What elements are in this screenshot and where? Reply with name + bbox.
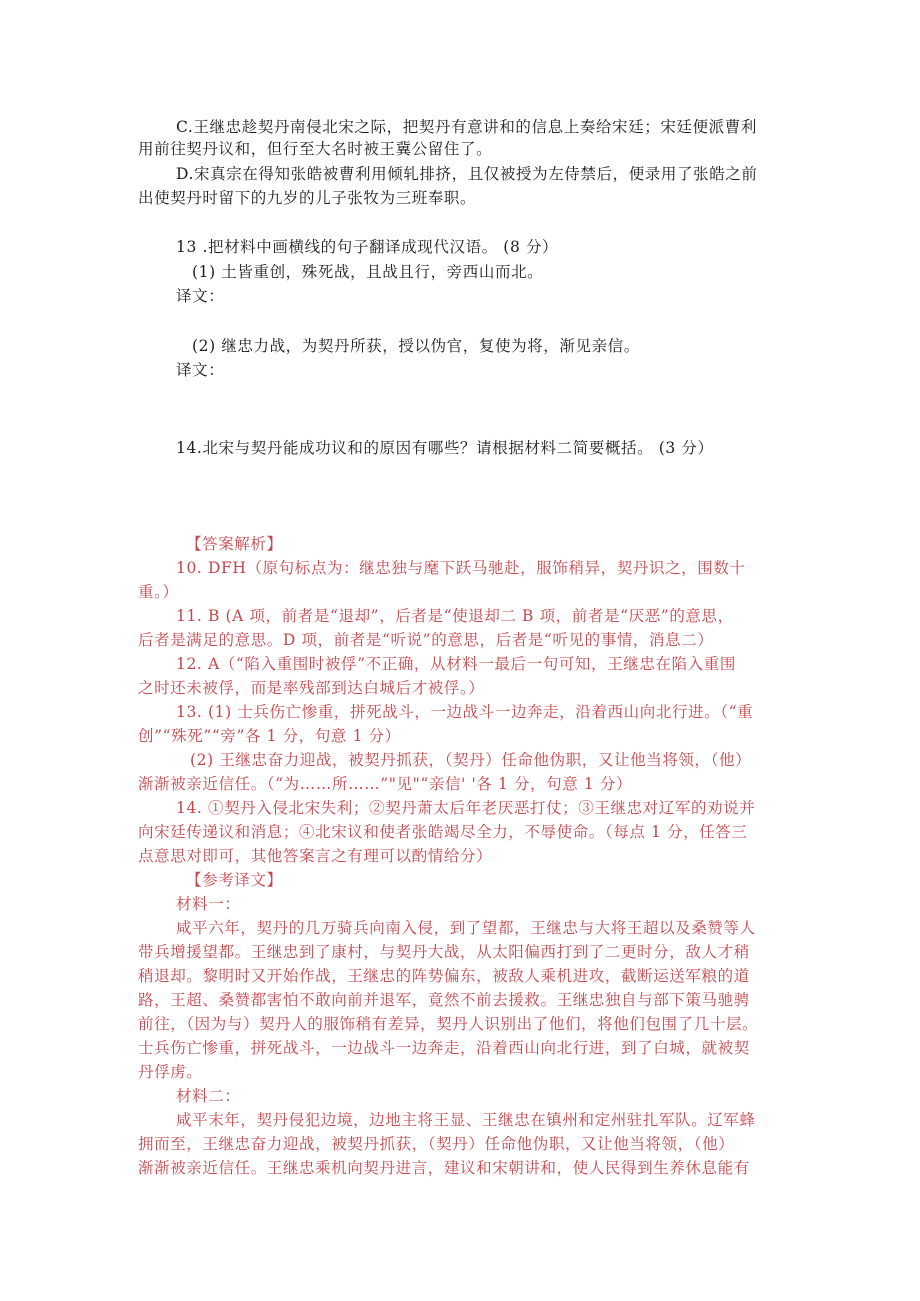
answer-14-line-1: 14. ①契丹入侵北宋失利；②契丹萧太后年老厌恶打仗；③王继忠对辽军的劝说并 <box>176 799 756 817</box>
material-2-line-1: 咸平末年，契丹侵犯边境，边地主将王显、王继忠在镇州和定州驻扎军队。辽军蜂 <box>176 1111 756 1129</box>
material-1-line-5: 前往，（因为与）契丹人的服饰稍有差异，契丹人识别出了他们，将他们包围了几十层。 <box>138 1015 759 1033</box>
material-1-label: 材料一： <box>176 895 241 913</box>
material-1-line-7: 丹俘虏。 <box>138 1063 203 1081</box>
question-13-part-2: (2) 继忠力战，为契丹所获，授以伪官，复使为将，渐见亲信。 <box>192 337 640 355</box>
material-1-line-2: 带兵增援望都。王继忠到了康村，与契丹大战，从太阳偏西打到了二更时分，敌人才稍 <box>138 943 750 961</box>
answer-12-line-2: 之时还未被俘，而是率残部到达白城后才被俘。） <box>138 679 485 697</box>
answer-12-line-1: 12. A（“陷入重围时被俘”不正确，从材料一最后一句可知，王继忠在陷入重围 <box>176 655 736 673</box>
answer-10-line-2: 重。） <box>138 583 179 601</box>
question-13-part-1: (1) 土皆重创，殊死战，且战且行，旁西山而北。 <box>192 263 544 281</box>
translation-header: 【参考译文】 <box>186 871 283 889</box>
answer-13-line-1: 13. (1) 士兵伤亡惨重，拼死战斗，一边战斗一边奔走，沿着西山向北行进。（“重 <box>176 703 754 721</box>
material-1-line-6: 士兵伤亡惨重，拼死战斗，一边战斗一边奔走，沿着西山向北行进，到了白城，就被契 <box>138 1039 750 1057</box>
material-1-line-4: 路，王超、桑赞都害怕不敢向前并退军，竟然不前去援救。王继忠独自与部下策马驰骋 <box>138 991 750 1009</box>
material-2-line-3: 渐渐被亲近信任。王继忠乘机向契丹进言，建议和宋朝讲和，使人民得到生养休息能有 <box>138 1159 750 1177</box>
option-c-line-2: 用前往契丹议和，但行至大名时被王冀公留住了。 <box>138 140 493 158</box>
answer-analysis-header: 【答案解析】 <box>186 535 283 553</box>
question-13-part-2-answer-label: 译文： <box>176 361 225 379</box>
answer-13-line-3: (2) 王继忠奋力迎战，被契丹抓获，（契丹）任命他伪职，又让他当将领，（他） <box>190 751 752 769</box>
material-2-line-2: 拥而至，王继忠奋力迎战，被契丹抓获，（契丹）任命他伪职，又让他当将领，（他） <box>138 1135 735 1153</box>
option-d-line-1: D.宋真宗在得知张皓被曹利用倾轧排挤，且仅被授为左侍禁后，便录用了张皓之前 <box>176 165 758 183</box>
question-13: 13 .把材料中画横线的句子翻译成现代汉语。 (8 分） <box>176 238 559 256</box>
option-d-line-2: 出使契丹时留下的九岁的儿子张牧为三班奉职。 <box>138 189 477 207</box>
answer-14-line-3: 点意思对即可，其他答案言之有理可以酌情给分） <box>138 847 493 865</box>
material-1-line-1: 咸平六年，契丹的几万骑兵向南入侵，到了望都，王继忠与大将王超以及桑赞等人 <box>176 919 756 937</box>
answer-11-line-1: 11. B (A 项，前者是“退却”，后者是“使退却二 B 项，前者是“厌恶”的意思， <box>176 607 734 625</box>
answer-13-line-2: 创”“殊死”“旁”各 1 分，句意 1 分） <box>138 727 401 745</box>
answer-10-line-1: 10. DFH（原句标点为：继忠独与麾下跃马驰赴，服饰稍异，契丹识之，围数十 <box>176 559 746 577</box>
answer-11-line-2: 后者是满足的意思。D 项，前者是“听说”的意思，后者是“听见的事情，消息二） <box>138 631 714 649</box>
question-14: 14.北宋与契丹能成功议和的原因有哪些？请根据材料二简要概括。 (3 分） <box>176 439 714 457</box>
answer-13-line-4: 渐渐被亲近信任。（“为……所……”"见"“亲信' '各 1 分，句意 1 分） <box>138 775 633 793</box>
answer-14-line-2: 向宋廷传递议和消息；④北宋议和使者张皓竭尽全力，不辱使命。（每点 1 分，任答三 <box>138 823 748 841</box>
question-13-part-1-answer-label: 译文： <box>176 287 225 305</box>
option-c-line-1: C.王继忠趁契丹南侵北宋之际，把契丹有意讲和的信息上奏给宋廷；宋廷便派曹利 <box>176 118 757 136</box>
material-1-line-3: 稍退却。黎明时又开始作战，王继忠的阵势偏东，被敌人乘机进攻，截断运送军粮的道 <box>138 967 750 985</box>
material-2-label: 材料二： <box>176 1087 241 1105</box>
